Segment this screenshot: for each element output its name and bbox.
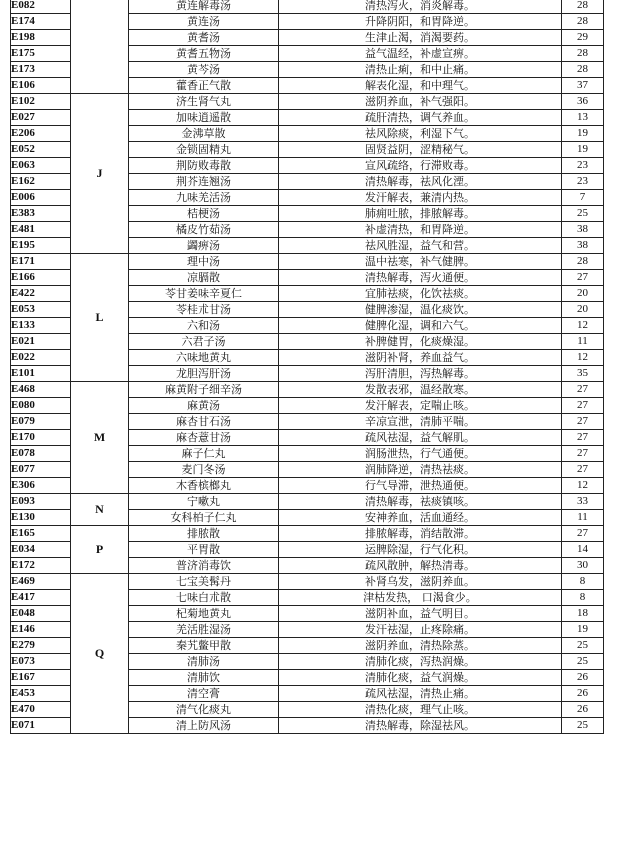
formula-effect: 清热泻火，消炎解毒。 [279,0,562,14]
formula-effect: 益气温经，补虚宣痹。 [279,46,562,62]
page-number: 27 [562,462,604,478]
page-number: 13 [562,110,604,126]
page-number: 29 [562,30,604,46]
formula-code: E198 [11,30,71,46]
formula-effect: 固贤益阴，涩精秘气。 [279,142,562,158]
formula-code: E453 [11,686,71,702]
formula-name: 九味羌活汤 [129,190,279,206]
formula-code: E306 [11,478,71,494]
formula-code: E082 [11,0,71,14]
formula-effect: 津枯发热， 口渴食少。 [279,590,562,606]
formula-code: E172 [11,558,71,574]
formula-name: 宁嗽丸 [129,494,279,510]
page-number: 38 [562,222,604,238]
formula-effect: 宜肺祛痰，化饮祛痰。 [279,286,562,302]
formula-name: 排脓散 [129,526,279,542]
formula-name: 木香槟榔丸 [129,478,279,494]
formula-name: 平胃散 [129,542,279,558]
page-number: 28 [562,46,604,62]
formula-name: 麻黄汤 [129,398,279,414]
formula-name: 麻杏甘石汤 [129,414,279,430]
formula-effect: 清热解毒，祛风化湮。 [279,174,562,190]
formula-code: E079 [11,414,71,430]
index-letter: L [71,254,129,382]
formula-name: 清气化痰丸 [129,702,279,718]
formula-code: E078 [11,446,71,462]
page-number: 19 [562,142,604,158]
formula-effect: 发汗祛湿，止疼除痛。 [279,622,562,638]
formula-name: 黄连汤 [129,14,279,30]
formula-name: 黄耆五物汤 [129,46,279,62]
page-number: 26 [562,686,604,702]
formula-effect: 升降阴阳，和胃降逆。 [279,14,562,30]
formula-name: 黄芩汤 [129,62,279,78]
page-number: 27 [562,270,604,286]
formula-code: E022 [11,350,71,366]
page-number: 35 [562,366,604,382]
formula-code: E422 [11,286,71,302]
index-letter: N [71,494,129,526]
page-number: 27 [562,526,604,542]
formula-name: 荆芥连翘汤 [129,174,279,190]
page-number: 19 [562,622,604,638]
table-row [11,254,604,270]
index-letter: M [71,382,129,494]
formula-name: 凉膈散 [129,270,279,286]
formula-code: E162 [11,174,71,190]
formula-name: 羌活胜湿汤 [129,622,279,638]
formula-name: 六味地黄丸 [129,350,279,366]
formula-code: E175 [11,46,71,62]
page-number: 8 [562,590,604,606]
formula-effect: 清肺化痰，泻热润燥。 [279,654,562,670]
table-row [11,94,604,110]
page-number: 36 [562,94,604,110]
formula-effect: 清热化痰，理气止咳。 [279,702,562,718]
page-number: 25 [562,654,604,670]
formula-code: E077 [11,462,71,478]
formula-name: 六君子汤 [129,334,279,350]
formula-name: 济生肾气丸 [129,94,279,110]
page-number: 27 [562,382,604,398]
page-number: 25 [562,206,604,222]
page-number: 18 [562,606,604,622]
formula-name: 七宝美髯丹 [129,574,279,590]
formula-code: E101 [11,366,71,382]
formula-table [10,0,604,734]
page-number: 7 [562,190,604,206]
formula-effect: 健脾渗湿，温化痰饮。 [279,302,562,318]
formula-effect: 疏风祛湿，益气解肌。 [279,430,562,446]
formula-name: 理中汤 [129,254,279,270]
formula-code: E165 [11,526,71,542]
page-number: 23 [562,158,604,174]
page-number: 20 [562,302,604,318]
formula-name: 麻黄附子细辛汤 [129,382,279,398]
formula-name: 橘皮竹茹汤 [129,222,279,238]
page-number: 12 [562,350,604,366]
formula-code: E048 [11,606,71,622]
formula-code: E195 [11,238,71,254]
formula-effect: 补虚清热，和胃降逆。 [279,222,562,238]
formula-code: E102 [11,94,71,110]
formula-code: E469 [11,574,71,590]
formula-effect: 滋阴养血，补气强阳。 [279,94,562,110]
index-letter [71,0,129,94]
page-number: 26 [562,702,604,718]
page-number: 25 [562,638,604,654]
page-number: 27 [562,430,604,446]
formula-name: 金沸草散 [129,126,279,142]
index-letter: J [71,94,129,254]
page-number: 11 [562,510,604,526]
formula-name: 清肺汤 [129,654,279,670]
formula-code: E021 [11,334,71,350]
page-number: 14 [562,542,604,558]
formula-name: 普济消毒饮 [129,558,279,574]
formula-name: 藿香正气散 [129,78,279,94]
table-row [11,574,604,590]
formula-name: 加味逍遥散 [129,110,279,126]
page-number: 28 [562,62,604,78]
formula-code: E034 [11,542,71,558]
page-number: 28 [562,14,604,30]
formula-effect: 滋阴养血，清热除蒸。 [279,638,562,654]
formula-code: E417 [11,590,71,606]
formula-code: E006 [11,190,71,206]
formula-effect: 清热止痢，和中止痛。 [279,62,562,78]
formula-name: 清肺饮 [129,670,279,686]
formula-effect: 补肾乌发，滋阴养血。 [279,574,562,590]
formula-effect: 肺痈吐脓，排脓解毒。 [279,206,562,222]
formula-code: E093 [11,494,71,510]
formula-effect: 辛凉宣泄，清肺平喘。 [279,414,562,430]
page-number: 27 [562,414,604,430]
formula-code: E027 [11,110,71,126]
formula-effect: 滋阴补肾，养血益气。 [279,350,562,366]
formula-code: E170 [11,430,71,446]
page-number: 28 [562,0,604,14]
formula-effect: 清热解毒，除湿祛风。 [279,718,562,734]
formula-effect: 清热解毒，祛痰镇咳。 [279,494,562,510]
formula-effect: 润肠泄热，行气通便。 [279,446,562,462]
formula-code: E080 [11,398,71,414]
page-number: 23 [562,174,604,190]
formula-effect: 健脾化湿，调和六气。 [279,318,562,334]
formula-name: 苓甘姜味辛夏仁 [129,286,279,302]
formula-code: E383 [11,206,71,222]
formula-name: 清上防风汤 [129,718,279,734]
formula-code: E279 [11,638,71,654]
formula-effect: 发汗解表，兼清内热。 [279,190,562,206]
formula-code: E173 [11,62,71,78]
formula-effect: 发汗解表，定喘止咳。 [279,398,562,414]
table-row [11,494,604,510]
page-number: 20 [562,286,604,302]
formula-effect: 泻肝清胆，泻热解毒。 [279,366,562,382]
table-row [11,0,604,14]
formula-effect: 祛风除痰，利湿下气。 [279,126,562,142]
formula-name: 荆防败毒散 [129,158,279,174]
formula-code: E206 [11,126,71,142]
formula-code: E052 [11,142,71,158]
formula-effect: 解表化湿，和中理气。 [279,78,562,94]
formula-name: 蠲痹汤 [129,238,279,254]
formula-name: 金锁固精丸 [129,142,279,158]
page-number: 25 [562,718,604,734]
formula-name: 麻子仁丸 [129,446,279,462]
formula-name: 黄耆汤 [129,30,279,46]
formula-code: E106 [11,78,71,94]
page-number: 27 [562,446,604,462]
formula-code: E166 [11,270,71,286]
formula-effect: 疏风散肿，解热清毒。 [279,558,562,574]
formula-name: 七味白朮散 [129,590,279,606]
formula-name: 麻杏薏甘汤 [129,430,279,446]
formula-effect: 排脓解毒，消结散滞。 [279,526,562,542]
formula-effect: 清热解毒，泻火通便。 [279,270,562,286]
formula-table-body [11,0,604,734]
formula-code: E468 [11,382,71,398]
page-number: 12 [562,478,604,494]
formula-name: 桔梗汤 [129,206,279,222]
formula-name: 麦门冬汤 [129,462,279,478]
formula-code: E146 [11,622,71,638]
formula-code: E481 [11,222,71,238]
formula-name: 六和汤 [129,318,279,334]
formula-code: E071 [11,718,71,734]
page-number: 33 [562,494,604,510]
formula-effect: 清肺化痰，益气润燥。 [279,670,562,686]
formula-code: E167 [11,670,71,686]
index-letter: Q [71,574,129,734]
page-number: 8 [562,574,604,590]
page-number: 27 [562,398,604,414]
page-number: 11 [562,334,604,350]
formula-effect: 疏风祛湿，清热止痛。 [279,686,562,702]
page-number: 12 [562,318,604,334]
page-number: 26 [562,670,604,686]
table-row [11,382,604,398]
formula-code: E063 [11,158,71,174]
formula-code: E073 [11,654,71,670]
formula-effect: 滋阴补血，益气明目。 [279,606,562,622]
formula-name: 苓桂朮甘汤 [129,302,279,318]
page-number: 30 [562,558,604,574]
formula-effect: 润肺降逆，清热祛痰。 [279,462,562,478]
page-number: 37 [562,78,604,94]
formula-effect: 生津止渴，消渴要药。 [279,30,562,46]
formula-effect: 运脾除湿，行气化积。 [279,542,562,558]
formula-code: E174 [11,14,71,30]
formula-effect: 祛风胜湿，益气和营。 [279,238,562,254]
formula-effect: 补脾健胃，化痰燥湿。 [279,334,562,350]
formula-effect: 宣风疏络，行滞败毒。 [279,158,562,174]
formula-effect: 安神养血，活血通经。 [279,510,562,526]
formula-name: 黄连解毒汤 [129,0,279,14]
formula-name: 女科柏子仁丸 [129,510,279,526]
table-row [11,526,604,542]
formula-code: E171 [11,254,71,270]
formula-code: E133 [11,318,71,334]
formula-effect: 温中祛寒，补气健脾。 [279,254,562,270]
formula-code: E053 [11,302,71,318]
formula-name: 清空膏 [129,686,279,702]
formula-code: E130 [11,510,71,526]
formula-name: 秦艽鳖甲散 [129,638,279,654]
formula-effect: 发散表邪，温经散寒。 [279,382,562,398]
formula-effect: 疏肝清热，调气养血。 [279,110,562,126]
page-number: 38 [562,238,604,254]
page-number: 28 [562,254,604,270]
formula-name: 龙胆泻肝汤 [129,366,279,382]
formula-code: E470 [11,702,71,718]
formula-effect: 行气导滞，泄热通便。 [279,478,562,494]
formula-name: 杞菊地黄丸 [129,606,279,622]
page-number: 19 [562,126,604,142]
index-letter: P [71,526,129,574]
